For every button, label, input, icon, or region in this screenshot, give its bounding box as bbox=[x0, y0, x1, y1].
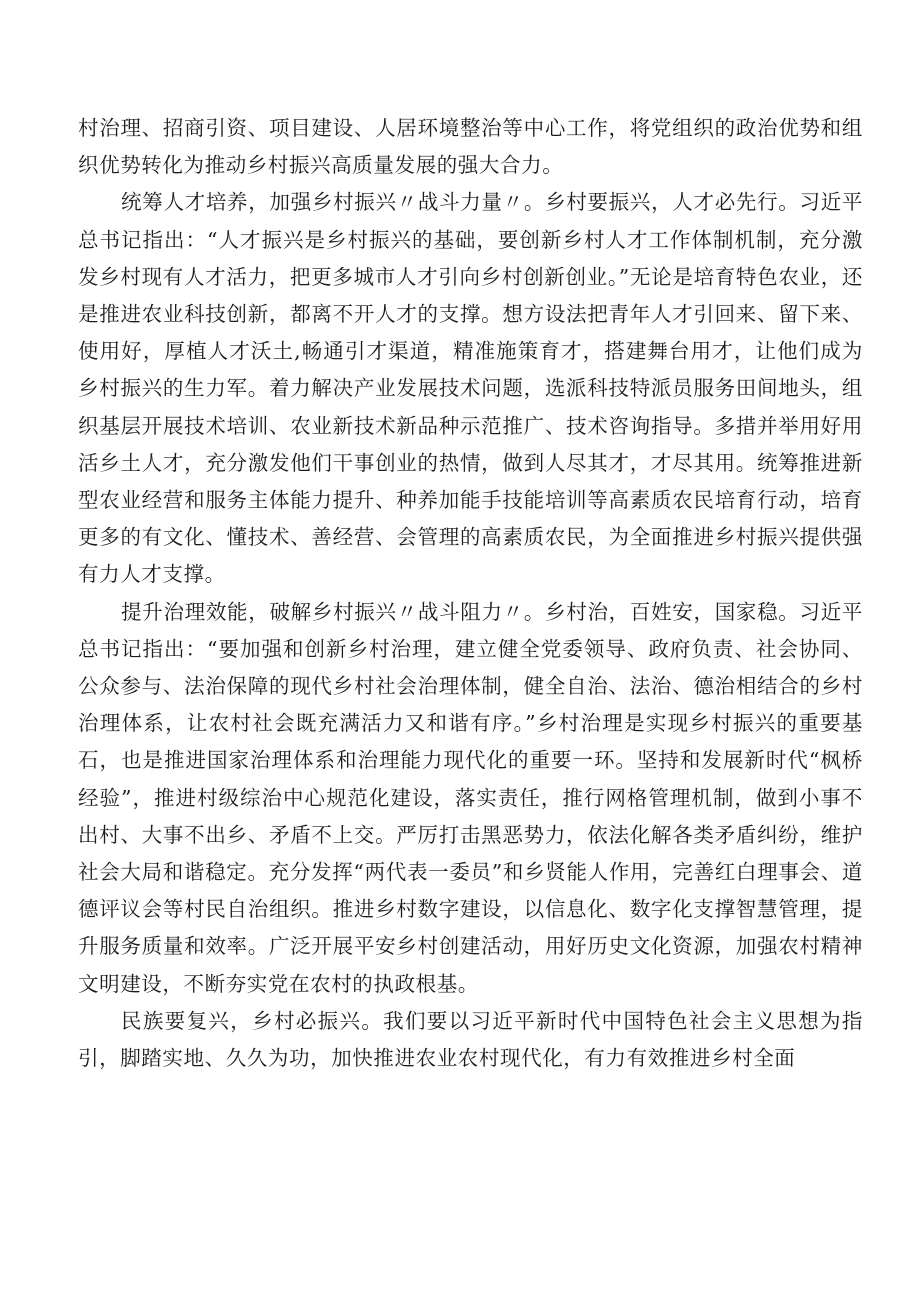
paragraph-governance: 提升治理效能，破解乡村振兴〃战斗阻力〃。乡村治，百姓安，国家稳。习近平总书记指出：“要加强和创新乡村治理，建立健全党委领导、政府负责、社会协同、公众参与、法治保障的现代乡村社会治理体制，健全自治、法治、德治相结合的乡村治理体系，让农村社会既充满活力又和谐有序。”乡村治理是实现乡村振兴的重要基石，也是推进国家治理体系和治理能力现代化的重要一环。坚持和发展新时代“枫桥经验”，推进村级综治中心规范化建设，落实责任，推行网格管理机制，做到小事不出村、大事不出乡、矛盾不上交。严厉打击黑恶势力，依法化解各类矛盾纠纷，维护社会大局和谐稳定。充分发挥“两代表一委员”和乡贤能人作用，完善红白理事会、道德评议会等村民自治组织。推进乡村数字建设，以信息化、数字化支撑智慧管理，提升服务质量和效率。广泛开展平安乡村创建活动，用好历史文化资源，加强农村精神文明建设，不断夯实党在农村的执政根基。 bbox=[78, 599, 863, 996]
paragraph-continued: 村治理、招商引资、项目建设、人居环境整治等中心工作，将党组织的政治优势和组织优势转化为推动乡村振兴高质量发展的强大合力。 bbox=[78, 116, 863, 178]
paragraph-conclusion: 民族要复兴，乡村必振兴。我们要以习近平新时代中国特色社会主义思想为指引，脚踏实地、久久为功，加快推进农业农村现代化，有力有效推进乡村全面 bbox=[78, 1008, 863, 1071]
paragraph-talent: 统筹人才培养，加强乡村振兴〃战斗力量〃。乡村要振兴，人才必先行。习近平总书记指出：“人才振兴是乡村振兴的基础，要创新乡村人才工作体制机制，充分激发乡村现有人才活力，把更多城市人才引向乡村创新创业。”无论是培育特色农业，还是推进农业科技创新，都离不开人才的支撑。想方设法把青年人才引回来、留下来、使用好，厚植人才沃土,畅通引才渠道，精准施策育才，搭建舞台用才，让他们成为乡村振兴的生力军。着力解决产业发展技术问题，选派科技特派员服务田间地头，组织基层开展技术培训、农业新技术新品种示范推广、技术咨询指导。多措并举用好用活乡土人才，充分激发他们干事创业的热情，做到人尽其才，才尽其用。统筹推进新型农业经营和服务主体能力提升、种养加能手技能培训等高素质农民培育行动，培育更多的有文化、懂技术、善经营、会管理的高素质农民，为全面推进乡村振兴提供强有力人才支撑。 bbox=[78, 190, 863, 587]
document-body bbox=[78, 110, 863, 1077]
